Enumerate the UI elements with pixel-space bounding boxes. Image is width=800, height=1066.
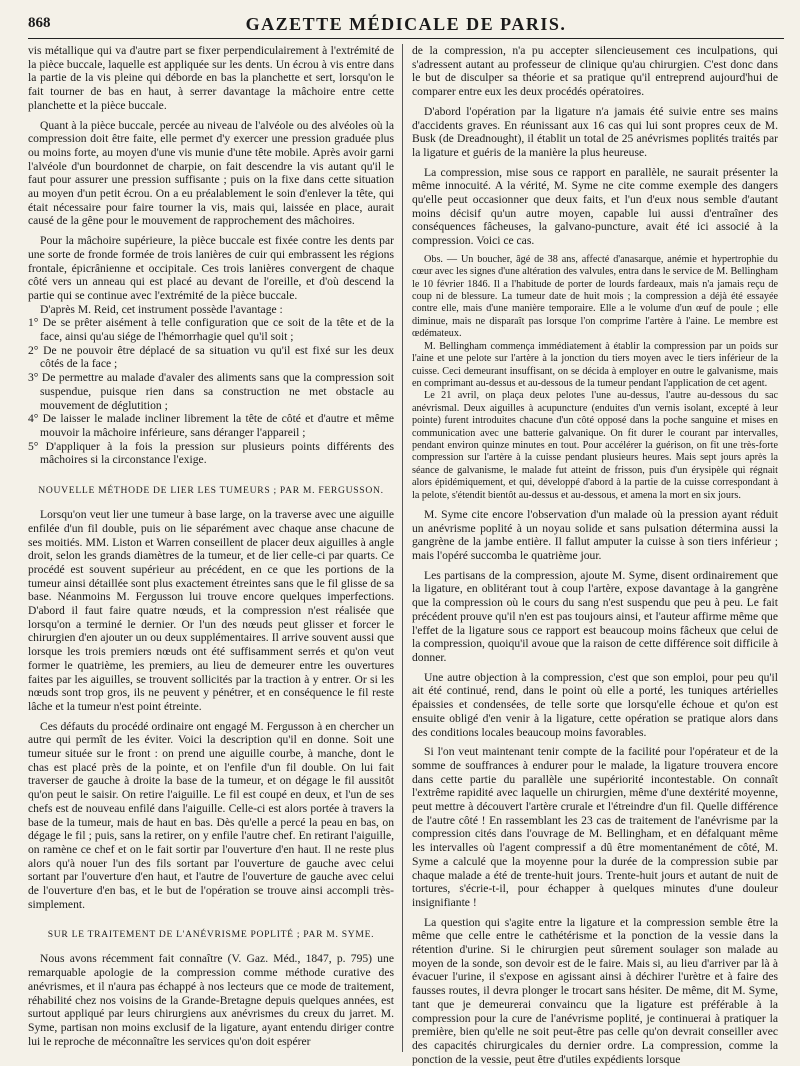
paragraph: Une autre objection à la compression, c'est que son emploi, pour peu qu'il ait été continué, rend, dans le point où elle a porté, les tuniques artérielles épaissies et condensées, de telle sorte que lorsqu'elle échoue et qu'on est ensuite obligé d'en venir à la ligature, cette opération se pratique alors dans des conditions locales beaucoup moins favorables. [412,670,778,739]
list-item: 5° D'appliquer à la fois la pression sur plusieurs points différents des mâchoires si la circonstance l'exige. [28,439,394,467]
article-columns [28,44,784,1066]
left-column [28,44,394,1052]
paragraph: Pour la mâchoire supérieure, la pièce buccale est fixée contre les dents par une sorte de fronde formée de trois lanières de cuir qui embrassent les régions frontale, épicrânienne et occipitale. Ces trois lanières convergent de chaque côté vers un anneau qui est placé au devant de l'oreille, et d'où descend la partie qui se continue avec l'extrémité de la pièce buccale. [28,234,394,302]
paragraph: Lorsqu'on veut lier une tumeur à base large, on la traverse avec une aiguille enfilée d'un fil double, puis on lie séparément avec chaque anse chacune de ses moitiés. MM. Liston et Warren conseillent de placer deux aiguilles à angle droit, selon les grands diamètres de la tumeur, et de lier celle-ci par quarts. Ce procédé est souvent supérieur au précédent, en ce que les portions de la tumeur ainsi détaillée sont plus exactement étreintes sans que le fil glisse de sa base. Néanmoins M. Fergusson lui trouve encore quelques imperfections. D'abord il faut faire quatre nœuds, et la compression n'est réalisée que lorsqu'on a terminé le dernier. Or l'un des nœuds peut glisser et forcer le chirurgien d'en ajouter un ou deux supplémentaires. Il arrive souvent aussi que lorsque les trois premiers nœuds ont été suffisamment serrés et qu'on veut former le quatrième, les premiers, au lieu de demeurer entre les ouvertures faites par les aiguilles, se trouvent sollicités par la traction à y entrer. Or si les nœuds sont trop gros, ils ne peuvent y pénétrer, et en conséquence le fil reste lâche et la tumeur n'est point étreinte. [28,508,394,713]
paragraph: Nous avons récemment fait connaître (V. Gaz. Méd., 1847, p. 795) une remarquable apologie de la compression comme méthode curative des anévrismes, et il n'aura pas échappé à nos lecteurs que ce mode de traitement, réhabilité chez nos voisins de la Grande-Bretagne depuis quelques années, est surtout appliqué par leurs chirurgiens aux anévrismes du creux du jarret. M. Syme, partisan non moins exclusif de la ligature, ayant entendu diriger contre lui le reproche de méconnaître les services qu'on doit espérer [28,952,394,1048]
list-item: 1° De se prêter aisément à telle configuration que ce soit de la tête et de la face, ainsi qu'au siége de l'hémorrhagie quel qu'il soit ; [28,316,394,344]
list-item: 4° De laisser le malade incliner librement la tête de côté et d'autre et même mouvoir la mâchoire inférieure, sans déranger l'appareil ; [28,412,394,439]
paragraph: Ces défauts du procédé ordinaire ont engagé M. Fergusson à en chercher un autre qui permît de les éviter. Voici la description qu'il en donne. Soit une tumeur située sur le front : on prend une aiguille courbe, à manche, dont le chas est placé près de la pointe, et on l'enfile d'un fil double. On lui fait traverser de gauche à droite la base de la tumeur, et on dégage le fil aussitôt qu'on peut le saisir. On retire l'aiguille. Le fil est coupé en deux, et l'un de ses chefs est de nouveau enfilé dans l'aiguille. Celle-ci est alors portée à travers la base de la tumeur, mais de haut en bas. Dès qu'elle a percé la peau en bas, on dégage le fil ; puis, sans la retirer, on y enfile l'autre chef. En retirant l'aiguille, on ramène ce chef et on le fait sortir par l'ouverture d'en haut. Il ne reste plus alors qu'à nouer l'un des fils sortant par l'ouverture de gauche avec celui sortant par l'ouverture d'en haut, et l'autre de l'ouverture de gauche avec celui de l'ouverture d'en bas, et le but de l'opération se trouve ainsi accompli très-simplement. [28,719,394,911]
journal-title: GAZETTE MÉDICALE DE PARIS. [245,14,567,34]
paragraph: de la compression, n'a pu accepter silencieusement ces inculpations, qui s'adressent autant au professeur de clinique qu'au chirurgien. C'est donc dans le but de disculper sa théorie et sa pratique qu'il entreprend aujourd'hui de comparer entre eux les deux procédés opératoires. [412,44,778,99]
paragraph: D'abord l'opération par la ligature n'a jamais été suivie entre ses mains d'accidents graves. En réunissant aux 16 cas qui lui sont propres ceux de M. Busk (de Dreadnought), il établit un total de 25 anévrismes poplités traités par la ligature et guéris de la manière la plus heureuse. [412,104,778,159]
paragraph: D'après M. Reid, cet instrument possède l'avantage : [40,302,283,316]
paragraph: Si l'on veut maintenant tenir compte de la facilité pour l'opérateur et de la somme de souffrances à endurer pour le malade, la ligature trouvera encore dans cette partie du parallèle une supériorité incontestable. On connaît l'extrême rapidité avec laquelle un chirurgien, même d'une dextérité moyenne, peut mettre à découvert l'artère crurale et l'étreindre d'un fil. Quelle différence de l'autre côté ! En rassemblant les 23 cas de traitement de l'anévrisme par la compression cités dans l'ouvrage de M. Bellingham, et en défalquant même les intervalles où l'agent compressif a dû être momentanément de côté, M. Syme a calculé que la moyenne pour la durée de la compression subie par chaque malade a été de trente-huit jours. Trente-huit jours et autant de nuit de tortures, s'écrie-t-il, pour échapper à quelques minutes d'une douleur insignifiante ! [412,745,778,909]
paragraph: Quant à la pièce buccale, percée au niveau de l'alvéole ou des alvéoles où la compression doit être faite, elle permet d'y exercer une pression graduée plus ou moins forte, au moyen d'une vis munie d'une tête mobile. Après avoir garni l'alvéole d'un bourdonnet de charpie, on fait descendre la vis autant qu'il le faut pour assurer une pression suffisante ; puis on la fixe dans cette situation au moyen d'un petit écrou. On a eu préalablement le soin d'enlever la tête, qui était nécessaire pour faire tourner la vis, mais qui, laissée en place, aurait causé de la gêne pour le mouvement de rapprochement des mâchoires. [28,118,394,228]
column-divider [402,44,403,1052]
observation-paragraph: Obs. — Un boucher, âgé de 38 ans, affecté d'anasarque, anémie et hypertrophie du cœur avec les signes d'une altération des valvules, entra dans le service de M. Bellingham le 10 février 1846. Il a l'habitude de porter de lourds fardeaux, mais n'a jamais reçu de coup ni de blessure. La tumeur date de huit mois ; la compression a déjà été essayée contre elle, mais d'une manière temporaire. Elle a le volume d'un œuf de poule ; elle diminue, mais ne disparaît pas lorsque l'on comprime l'artère à l'aine. Le membre est œdémateux. [412,253,778,340]
section-heading-fergusson: NOUVELLE MÉTHODE DE LIER LES TUMEURS ; PAR M. FERGUSSON. [38,485,384,497]
list-item: 3° De permettre au malade d'avaler des aliments sans que la compression soit suspendue, puisque rien dans sa construction ne met obstacle au mouvement de déglutition ; [28,371,394,412]
paragraph: M. Syme cite encore l'observation d'un malade où la pression ayant réduit un anévrisme poplité à un noyau solide et sans pulsation détermina aussi la gangrène de la jambe entière. Il fallut amputer la cuisse à son tiers inférieur ; mais l'opéré succomba le quatrième jour. [412,507,778,563]
page-header [28,12,784,39]
section-heading-syme: SUR LE TRAITEMENT DE L'ANÉVRISME POPLITÉ ; PAR M. SYME. [47,929,375,941]
right-column [412,44,778,1066]
page-number: 868 [28,15,51,31]
paragraph: La question qui s'agite entre la ligature et la compression semble être la même que celle entre le cathétérisme et la ponction de la vessie dans la rétention d'urine. Si le chirurgien peut sûrement soulager son malade au moyen de la sonde, son devoir est de le faire. Mais si, au lieu d'arriver par là à évacuer l'urine, il s'expose en agissant ainsi à déchirer l'urètre et à faire des fausses routes, il devra plonger le trocart sans hésiter. De même, dit M. Syme, tant que je demeurerai convaincu que la ligature est préférable à la compression pour la cure de l'anévrisme poplité, je continuerai à pratiquer la première, bien qu'elle ne soit peut-être pas celle qu'on devrait conseiller avec des capacités chirurgicales du dernier ordre. La compression, comme la ponction de la vessie, peut être d'utiles expédients lorsque [412,915,778,1066]
list-item: 2° De ne pouvoir être déplacé de sa situation vu qu'il est fixé sur les deux côtés de la face ; [28,343,394,371]
observation-paragraph: M. Bellingham commença immédiatement à établir la compression par un poids sur l'aine et une pelote sur l'artère à la jonction du tiers moyen avec le tiers inférieur de la cuisse. Ceci demeurant insuffisant, on se décida à employer en outre le galvanisme, mais en comprimant au-dessus et au-dessous de la tumeur pendant l'application de cet agent. [412,340,778,389]
paragraph: vis métallique qui va d'autre part se fixer perpendiculairement à l'extrémité de la pièce buccale, laquelle est appliquée sur les dents. Un écrou à vis entre dans la partie de la vis pleine qui déborde en bas la planchette et sert, lorsqu'on le fait tourner de bas en haut, à serrer davantage la mâchoire entre cette planchette et la pièce buccale. [28,44,394,112]
case-observation [412,254,778,502]
paragraph: La compression, mise sous ce rapport en parallèle, ne saurait présenter la même innocuité. A la vérité, M. Syme ne cite comme exemple des dangers qu'elle peut occasionner que deux faits, et l'un d'eux nous semble d'autant moins décisif qu'un autre moyen, capable lui aussi d'entraîner des conséquences fâcheuses, la galvano-puncture, avait été ici associé à la compression. Voici ce cas. [412,165,778,248]
observation-paragraph: Le 21 avril, on plaça deux pelotes l'une au-dessus, l'autre au-dessous du sac anévrismal. Deux aiguilles à acupuncture (enduites d'un vernis isolant, excepté à leur pointe) furent introduites chacune d'un côté opposé dans la poche sanguine et mises en communication avec une batterie galvanique. On fit durer le courant par intervalles, pendant environ quinze minutes en tout. Pour accélérer la guérison, on fit une très-forte compression sur l'artère à la cuisse pendant plusieurs heures. Mais sept jours après la séance de galvanisme, le malade fut atteint de frisson, puis d'un érysipèle qui régnait alors épidémiquement, et qui, développé d'abord à la partie de la cuisse correspondant à la pelote, s'étendit bientôt au-dessus et au-dessous, et amena la mort en six jours. [412,390,778,501]
paragraph: Les partisans de la compression, ajoute M. Syme, disent ordinairement que la ligature, en oblitérant tout à coup l'artère, expose davantage à la gangrène que la compression où le cours du sang n'est suspendu que peu à peu. Le fait précédent prouve qu'il n'en est pas toujours ainsi, et l'auteur affirme même que l'effet de la ligature sous ce rapport est beaucoup moins fâcheux que celui de la compression, quoiqu'il avoue que la raison de cette différence soit difficile à donner. [412,568,778,664]
